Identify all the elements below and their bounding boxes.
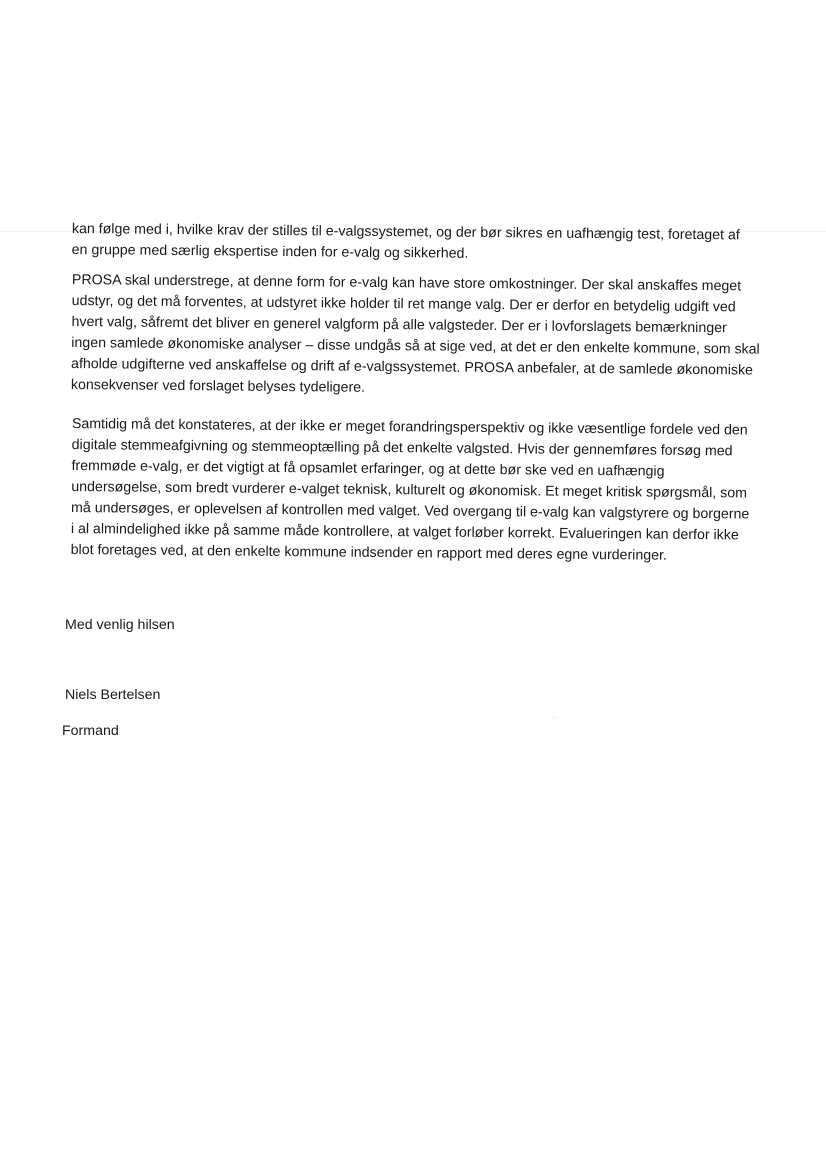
- paragraph-line: blot foretages ved, at den enkelte kommune indsender en rapport med deres egne vurderinger.: [70, 541, 667, 564]
- paragraph-line: hvert valg, såfremt det bliver en generel valgform på alle valgsteder. Der er i lovforslagets bemærkninger: [71, 313, 727, 337]
- paragraph-line: undersøgelse, som bredt vurderer e-valget teknisk, kulturelt og økonomisk. Et meget kritisk spørgsmål, som: [71, 478, 748, 502]
- paragraph-line: PROSA skal understrege, at denne form for e-valg kan have store omkostninger. Der skal anskaffes meget: [71, 271, 742, 295]
- paragraph-line: digitale stemmeafgivning og stemmeoptælling på det enkelte valgsted. Hvis der gennemføres forsøg med: [71, 436, 733, 460]
- paragraph-costs: [70, 270, 760, 402]
- paragraph-test-requirements: [72, 219, 744, 267]
- paragraph-line: i al almindelighed ikke på samme måde kontrollere, at valget forløber korrekt. Evalueringen kan derfor ikke: [70, 520, 739, 544]
- signer-title: Formand: [62, 723, 119, 739]
- signer-name: Niels Bertelsen: [65, 687, 161, 703]
- paragraph-line: udstyr, og det må forventes, at udstyret ikke holder til ret mange valg. Der er derfor en betydelig udgift ved: [71, 292, 736, 316]
- paragraph-line: Samtidig må det konstateres, at der ikke er meget forandringsperspektiv og ikke væsentlige fordele ved den: [71, 415, 748, 439]
- paragraph-line: afholde udgifterne ved anskaffelse og drift af e-valgssystemet. PROSA anbefaler, at de samlede økonomiske: [71, 355, 754, 379]
- scan-speck: [553, 717, 555, 719]
- paragraph-line: kan følge med i, hvilke krav der stilles til e-valgssystemet, og der bør sikres en uafhængig test, foretaget af: [71, 220, 740, 244]
- closing-greeting: Med venlig hilsen: [65, 617, 175, 633]
- paragraph-line: ingen samlede økonomiske analyser – disse undgås så at sige ved, at det er den enkelte kommune, som skal: [71, 334, 760, 358]
- paragraph-line: fremmøde e-valg, er det vigtigt at få opsamlet erfaringer, og at dette bør ske ved en uafhængig: [71, 457, 665, 480]
- paragraph-control-evaluation: [70, 414, 750, 567]
- paragraph-line: må undersøges, er oplevelsen af kontrollen med valget. Ved overgang til e-valg kan valgstyrere og borgerne: [71, 499, 750, 523]
- paragraph-line: en gruppe med særlig ekspertise inden for e-valg og sikkerhed.: [71, 241, 469, 262]
- paragraph-line: konsekvenser ved forslaget belyses tydeligere.: [70, 376, 366, 396]
